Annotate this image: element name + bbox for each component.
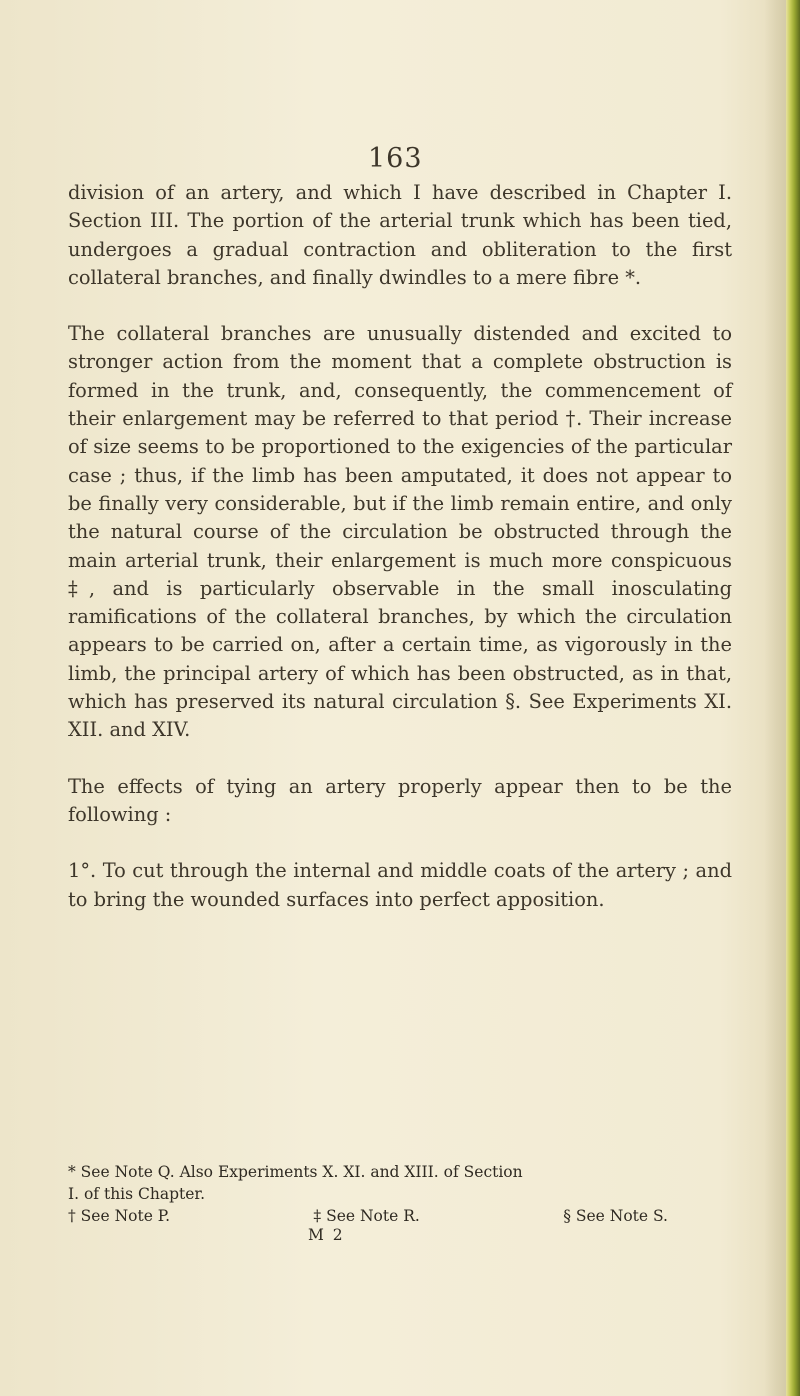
paragraph-1: division of an artery, and which I have described in Chapter I. Section III. The portion of the arterial trunk which has been tied, undergoes a gradual contraction and obliteration to the first collateral branches, and finally dwindles to a mere fibre *.: [68, 181, 732, 289]
footnotes: [68, 1161, 732, 1227]
footnote-double-dagger: ‡ See Note R.: [313, 1207, 420, 1225]
paragraph-3: The effects of tying an artery properly appear then to be the following :: [68, 774, 732, 826]
binding-edge: [786, 0, 800, 1396]
paragraph-4: 1°. To cut through the internal and middle coats of the artery ; and to bring the wounded surfaces into perfect apposition.: [68, 859, 732, 911]
footnote-star-line-1: * See Note Q. Also Experiments X. XI. and XIII. of Section: [68, 1163, 523, 1181]
page-number: 163: [368, 143, 423, 174]
footnote-section: § See Note S.: [563, 1207, 668, 1225]
footnote-row: [68, 1205, 668, 1227]
paragraph-2: The collateral branches are unusually distended and excited to stronger action from the moment that a complete obstruction is formed in the trunk, and, consequently, the commencement of their enlargement may be referred to that period †. Their increase of size seems to be proportioned to the exigencies of the particular case ; thus, if the limb has been amputated, it does not appear to be finally very considerable, but if the limb remain entire, and only the natural course of the circulation be obstructed through the main arterial trunk, their enlargement is much more conspicuous ‡, and is particularly observable in the small inosculating ramifications of the collateral branches, by which the circulation appears to be carried on, after a certain time, as vigorously in the limb, the principal artery of which has been obstructed, as in that, which has preserved its natural circulation §. See Experiments XI. XII. and XIV.: [68, 322, 732, 742]
signature-mark: M 2: [308, 1226, 345, 1244]
footnote-star-line-2: I. of this Chapter.: [68, 1185, 206, 1203]
binding-shadow: [764, 0, 786, 1396]
body-text: [68, 179, 732, 914]
footnote-dagger: † See Note P.: [68, 1207, 171, 1225]
